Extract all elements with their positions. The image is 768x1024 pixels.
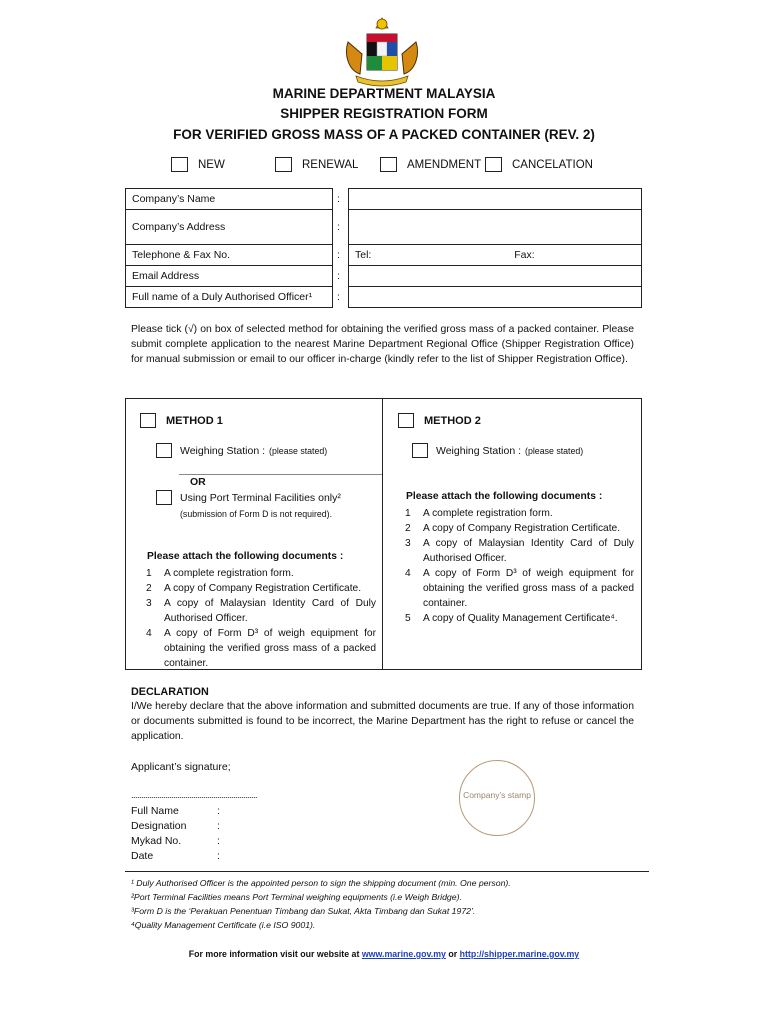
company-stamp-area xyxy=(459,760,535,836)
methods-divider xyxy=(382,398,383,670)
list-item xyxy=(146,596,376,626)
method2-title: METHOD 2 xyxy=(424,414,481,427)
form-subtitle: FOR VERIFIED GROSS MASS OF A PACKED CONTAINER (REV. 2) xyxy=(173,127,595,142)
colon: : xyxy=(217,820,220,832)
company-name-field[interactable] xyxy=(349,189,642,210)
footnote-4: ⁴Quality Management Certificate (i.e ISO 9001). xyxy=(131,920,316,930)
method2-weighing-note: (please stated) xyxy=(525,445,584,456)
declaration-title: DECLARATION xyxy=(131,686,209,698)
list-item xyxy=(146,581,376,596)
company-address-field[interactable] xyxy=(349,210,642,245)
list-item xyxy=(405,506,634,521)
list-item-number: 1 xyxy=(146,568,152,579)
full-name-label: Full Name xyxy=(131,805,179,817)
colon: : xyxy=(217,805,220,817)
footer-or: or xyxy=(445,949,460,959)
renewal-checkbox[interactable] xyxy=(275,157,292,172)
table-row xyxy=(126,266,642,287)
signature-label: Applicant’s signature; xyxy=(131,761,231,773)
mykad-label: Mykad No. xyxy=(131,835,182,847)
date-label: Date xyxy=(131,850,154,862)
method1-weighing-label: Weighing Station : xyxy=(180,444,266,457)
table-row xyxy=(126,189,642,210)
mykad-row[interactable] xyxy=(131,835,220,847)
list-item xyxy=(405,566,634,611)
method1-port-checkbox[interactable] xyxy=(156,490,172,505)
colon: : xyxy=(337,221,340,233)
method1-docs-list xyxy=(146,566,376,671)
option-amendment[interactable] xyxy=(380,157,481,172)
list-item-text: A copy of Quality Management Certificate⁴. xyxy=(423,613,618,624)
designation-row[interactable] xyxy=(131,820,220,832)
method1-port-note: (submission of Form D is not required). xyxy=(180,509,333,519)
designation-label: Designation xyxy=(131,820,187,832)
list-item-number: 3 xyxy=(146,598,152,609)
email-field[interactable] xyxy=(349,266,642,287)
table-row xyxy=(126,245,642,266)
list-item-number: 4 xyxy=(146,628,152,639)
method1-option[interactable] xyxy=(140,413,223,428)
company-address-label: Company’s Address xyxy=(126,210,333,245)
method1-port-label: Using Port Terminal Facilities only² xyxy=(180,491,341,504)
tel-label: Tel: xyxy=(355,249,372,261)
fax-label: Fax: xyxy=(514,249,535,261)
option-new[interactable] xyxy=(171,157,225,172)
company-info-table xyxy=(125,188,642,308)
list-item-number: 3 xyxy=(405,538,411,549)
colon: : xyxy=(337,249,340,261)
list-item-number: 4 xyxy=(405,568,411,579)
list-item-text: A copy of Form D³ of weigh equipment for obtaining the verified gross mass of a packed container. xyxy=(423,568,634,609)
officer-name-label: Full name of a Duly Authorised Officer¹ xyxy=(126,287,333,308)
company-name-label: Company’s Name xyxy=(126,189,333,210)
instructions-text: Please tick (√) on box of selected method for obtaining the verified gross mass of a packed container. Please submit complete application to the nearest Marine Department Regional Office (Shipper Registration Office) for manual submission or email to our officer in-charge (kindly refer to the list of Shipper Registration Office). xyxy=(131,324,634,366)
email-label: Email Address xyxy=(126,266,333,287)
list-item-number: 2 xyxy=(146,583,152,594)
option-renewal[interactable] xyxy=(275,157,358,172)
list-item-text: A copy of Company Registration Certificate. xyxy=(164,583,362,594)
method1-checkbox[interactable] xyxy=(140,413,156,428)
footer-text: For more information visit our website at xyxy=(188,949,362,959)
option-cancelation[interactable] xyxy=(485,157,593,172)
list-item xyxy=(405,536,634,566)
colon: : xyxy=(217,835,220,847)
footnote-divider xyxy=(125,871,649,872)
shipper-website-link[interactable]: http://shipper.marine.gov.my xyxy=(459,949,580,959)
colon: : xyxy=(337,193,340,205)
method1-separator xyxy=(179,474,382,475)
cancelation-checkbox[interactable] xyxy=(485,157,502,172)
list-item-text: A copy of Company Registration Certificate. xyxy=(423,523,621,534)
method1-title: METHOD 1 xyxy=(166,414,223,427)
list-item-text: A copy of Form D³ of weigh equipment for obtaining the verified gross mass of a packed container. xyxy=(164,628,376,669)
list-item-text: A complete registration form. xyxy=(164,568,294,579)
footnote-1: ¹ Duly Authorised Officer is the appointed person to sign the shipping document (min. One person). xyxy=(131,878,511,888)
method2-checkbox[interactable] xyxy=(398,413,414,428)
option-cancelation-label: CANCELATION xyxy=(512,158,593,171)
list-item xyxy=(405,521,634,536)
footnote-3: ³Form D is the ‘Perakuan Penentuan Timbang dan Sukat, Akta Timbang dan Sukat 1972’. xyxy=(131,906,476,916)
colon: : xyxy=(217,850,220,862)
form-title: SHIPPER REGISTRATION FORM xyxy=(280,106,488,121)
method2-docs-title: Please attach the following documents : xyxy=(406,491,603,502)
list-item-number: 5 xyxy=(405,613,411,624)
list-item-text: A complete registration form. xyxy=(423,508,553,519)
officer-name-field[interactable] xyxy=(349,287,642,308)
footer xyxy=(0,949,768,959)
footnote-2: ²Port Terminal Facilities means Port Terminal weighing equipments (i.e Weigh Bridge). xyxy=(131,892,462,902)
org-title: MARINE DEPARTMENT MALAYSIA xyxy=(272,86,496,101)
method1-weighing-option[interactable] xyxy=(156,443,327,458)
coat-of-arms-logo xyxy=(338,14,426,88)
colon: : xyxy=(337,270,340,282)
method1-port-option[interactable] xyxy=(156,490,341,505)
date-row[interactable] xyxy=(131,850,220,862)
table-row xyxy=(126,287,642,308)
method2-weighing-label: Weighing Station : xyxy=(436,444,522,457)
list-item-text: A copy of Malaysian Identity Card of Duly Authorised Officer. xyxy=(423,538,634,564)
amendment-checkbox[interactable] xyxy=(380,157,397,172)
signature-line[interactable]: ............................................................... xyxy=(131,790,258,800)
method2-weighing-checkbox[interactable] xyxy=(412,443,428,458)
full-name-row[interactable] xyxy=(131,805,220,817)
list-item xyxy=(146,626,376,671)
method2-weighing-option[interactable] xyxy=(412,443,583,458)
list-item-text: A copy of Malaysian Identity Card of Duly Authorised Officer. xyxy=(164,598,376,624)
method1-weighing-note: (please stated) xyxy=(269,445,328,456)
method1-weighing-checkbox[interactable] xyxy=(156,443,172,458)
new-checkbox[interactable] xyxy=(171,157,188,172)
list-item xyxy=(146,566,376,581)
method2-option[interactable] xyxy=(398,413,481,428)
marine-website-link[interactable]: www.marine.gov.my xyxy=(361,949,446,959)
method1-docs-title: Please attach the following documents : xyxy=(147,551,344,562)
option-amendment-label: AMENDMENT xyxy=(407,158,482,171)
telephone-fax-label: Telephone & Fax No. xyxy=(126,245,333,266)
list-item-number: 1 xyxy=(405,508,411,519)
table-row xyxy=(126,210,642,245)
telephone-fax-field[interactable] xyxy=(349,245,642,266)
colon: : xyxy=(337,291,340,303)
option-new-label: NEW xyxy=(198,158,225,171)
method2-docs-list xyxy=(405,506,634,626)
stamp-label: Company’s stamp xyxy=(463,790,531,800)
declaration-text: I/We hereby declare that the above information and submitted documents are true. If any of those information or documents submitted is found to be incorrect, the Marine Department has the right to refuse or cancel the application. xyxy=(131,701,634,743)
list-item-number: 2 xyxy=(405,523,411,534)
list-item xyxy=(405,611,634,626)
option-renewal-label: RENEWAL xyxy=(302,158,359,171)
or-label: OR xyxy=(190,476,206,488)
